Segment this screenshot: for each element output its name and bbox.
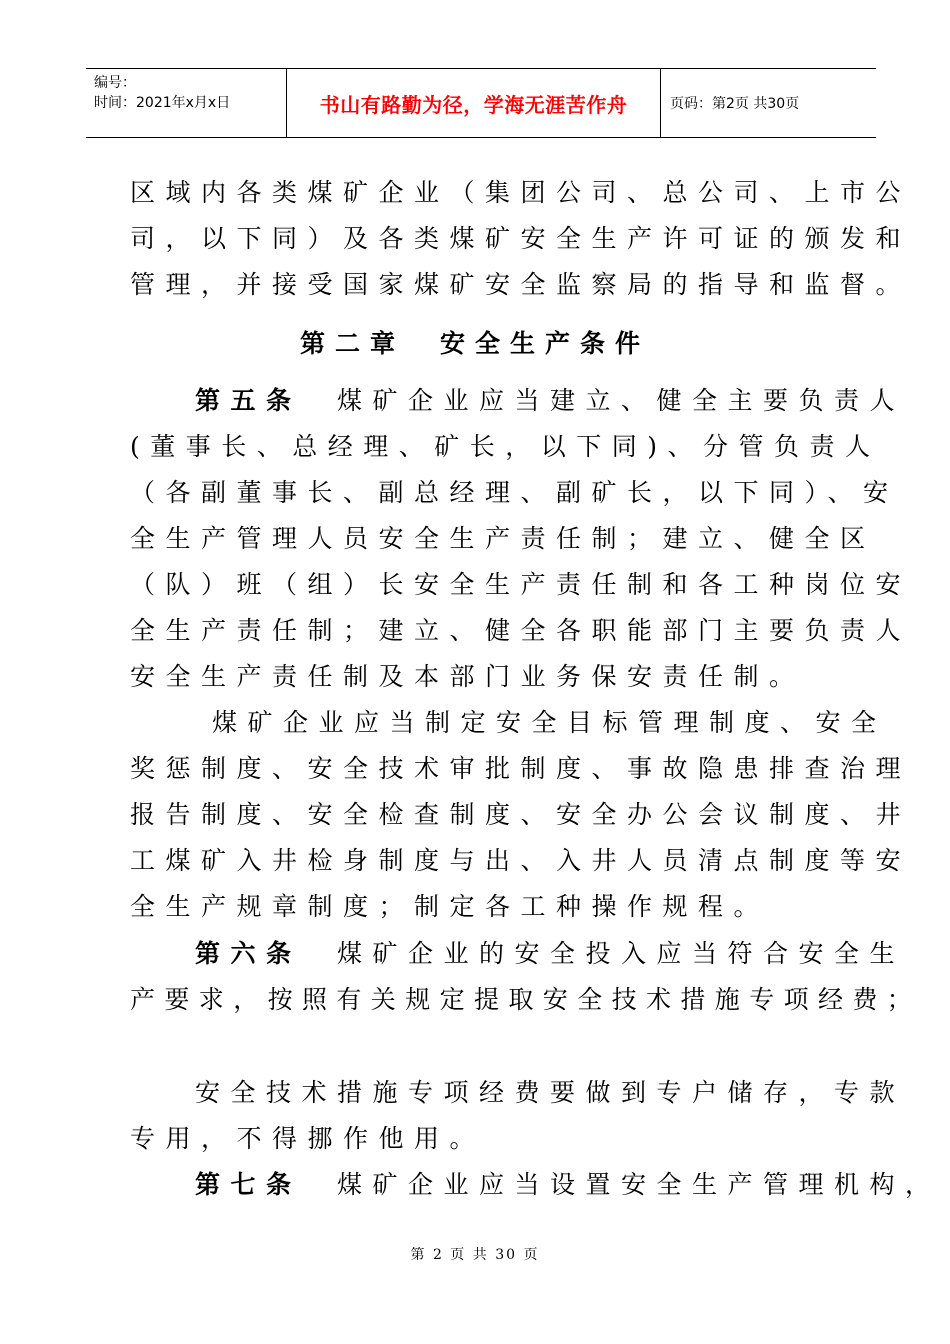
article-6-label: 第六条 — [195, 939, 302, 968]
header-motto-cell — [286, 69, 661, 137]
body-line: 管理，并接受国家煤矿安全监察局的指导和监督。 — [130, 270, 912, 299]
article-6-line — [195, 934, 906, 974]
body-line: 全生产管理人员安全生产责任制；建立、健全区 — [130, 524, 876, 553]
page-header — [86, 68, 876, 138]
body-line: 报告制度、安全检查制度、安全办公会议制度、井 — [130, 800, 912, 829]
body-line: 全生产责任制；建立、健全各职能部门主要负责人 — [130, 616, 912, 645]
body-line: （队）班（组）长安全生产责任制和各工种岗位安 — [130, 570, 912, 599]
body-line: 专用，不得挪作他用。 — [130, 1124, 486, 1153]
header-page-cell — [661, 69, 876, 137]
motto-text: 书山有路勤为径，学海无涯苦作舟 — [319, 92, 628, 117]
article-6-text: 煤矿企业的安全投入应当符合安全生 — [301, 939, 906, 968]
page-footer: 第 2 页 共 30 页 — [410, 1247, 540, 1263]
body-line: 安全生产责任制及本部门业务保安责任制。 — [130, 662, 805, 691]
body-line: （各副董事长、副总经理、副矿长，以下同）、安 — [130, 478, 899, 507]
body-line: 区域内各类煤矿企业（集团公司、总公司、上市公 — [130, 178, 912, 207]
article-5-label: 第五条 — [195, 386, 302, 415]
page-info: 页码：第2页 共30页 — [670, 96, 800, 112]
article-7-text: 煤矿企业应当设置安全生产管理机构， — [301, 1170, 941, 1199]
article-7-line — [195, 1165, 941, 1205]
body-line: 司，以下同）及各类煤矿安全生产许可证的颁发和 — [130, 224, 912, 253]
article-5-text: 煤矿企业应当建立、健全主要负责人 — [301, 386, 906, 415]
time-label: 时间：2021年x月x日 — [94, 95, 231, 111]
number-label: 编号： — [94, 75, 136, 91]
header-meta — [86, 69, 286, 137]
body-line: 安全技术措施专项经费要做到专户储存，专款 — [195, 1078, 906, 1107]
article-7-label: 第七条 — [195, 1170, 302, 1199]
body-line: 全生产规章制度；制定各工种操作规程。 — [130, 892, 770, 921]
body-line: 煤矿企业应当制定安全目标管理制度、安全 — [212, 708, 887, 737]
body-line: (董事长、总经理、矿长，以下同)、分管负责人 — [130, 432, 881, 461]
body-line: 工煤矿入井检身制度与出、入井人员清点制度等安 — [130, 846, 912, 875]
body-line: 奖惩制度、安全技术审批制度、事故隐患排查治理 — [130, 754, 912, 783]
chapter-heading: 第二章 安全生产条件 — [299, 329, 650, 358]
article-5-line — [195, 381, 906, 421]
body-line: 产要求，按照有关规定提取安全技术措施专项经费； — [130, 985, 922, 1014]
